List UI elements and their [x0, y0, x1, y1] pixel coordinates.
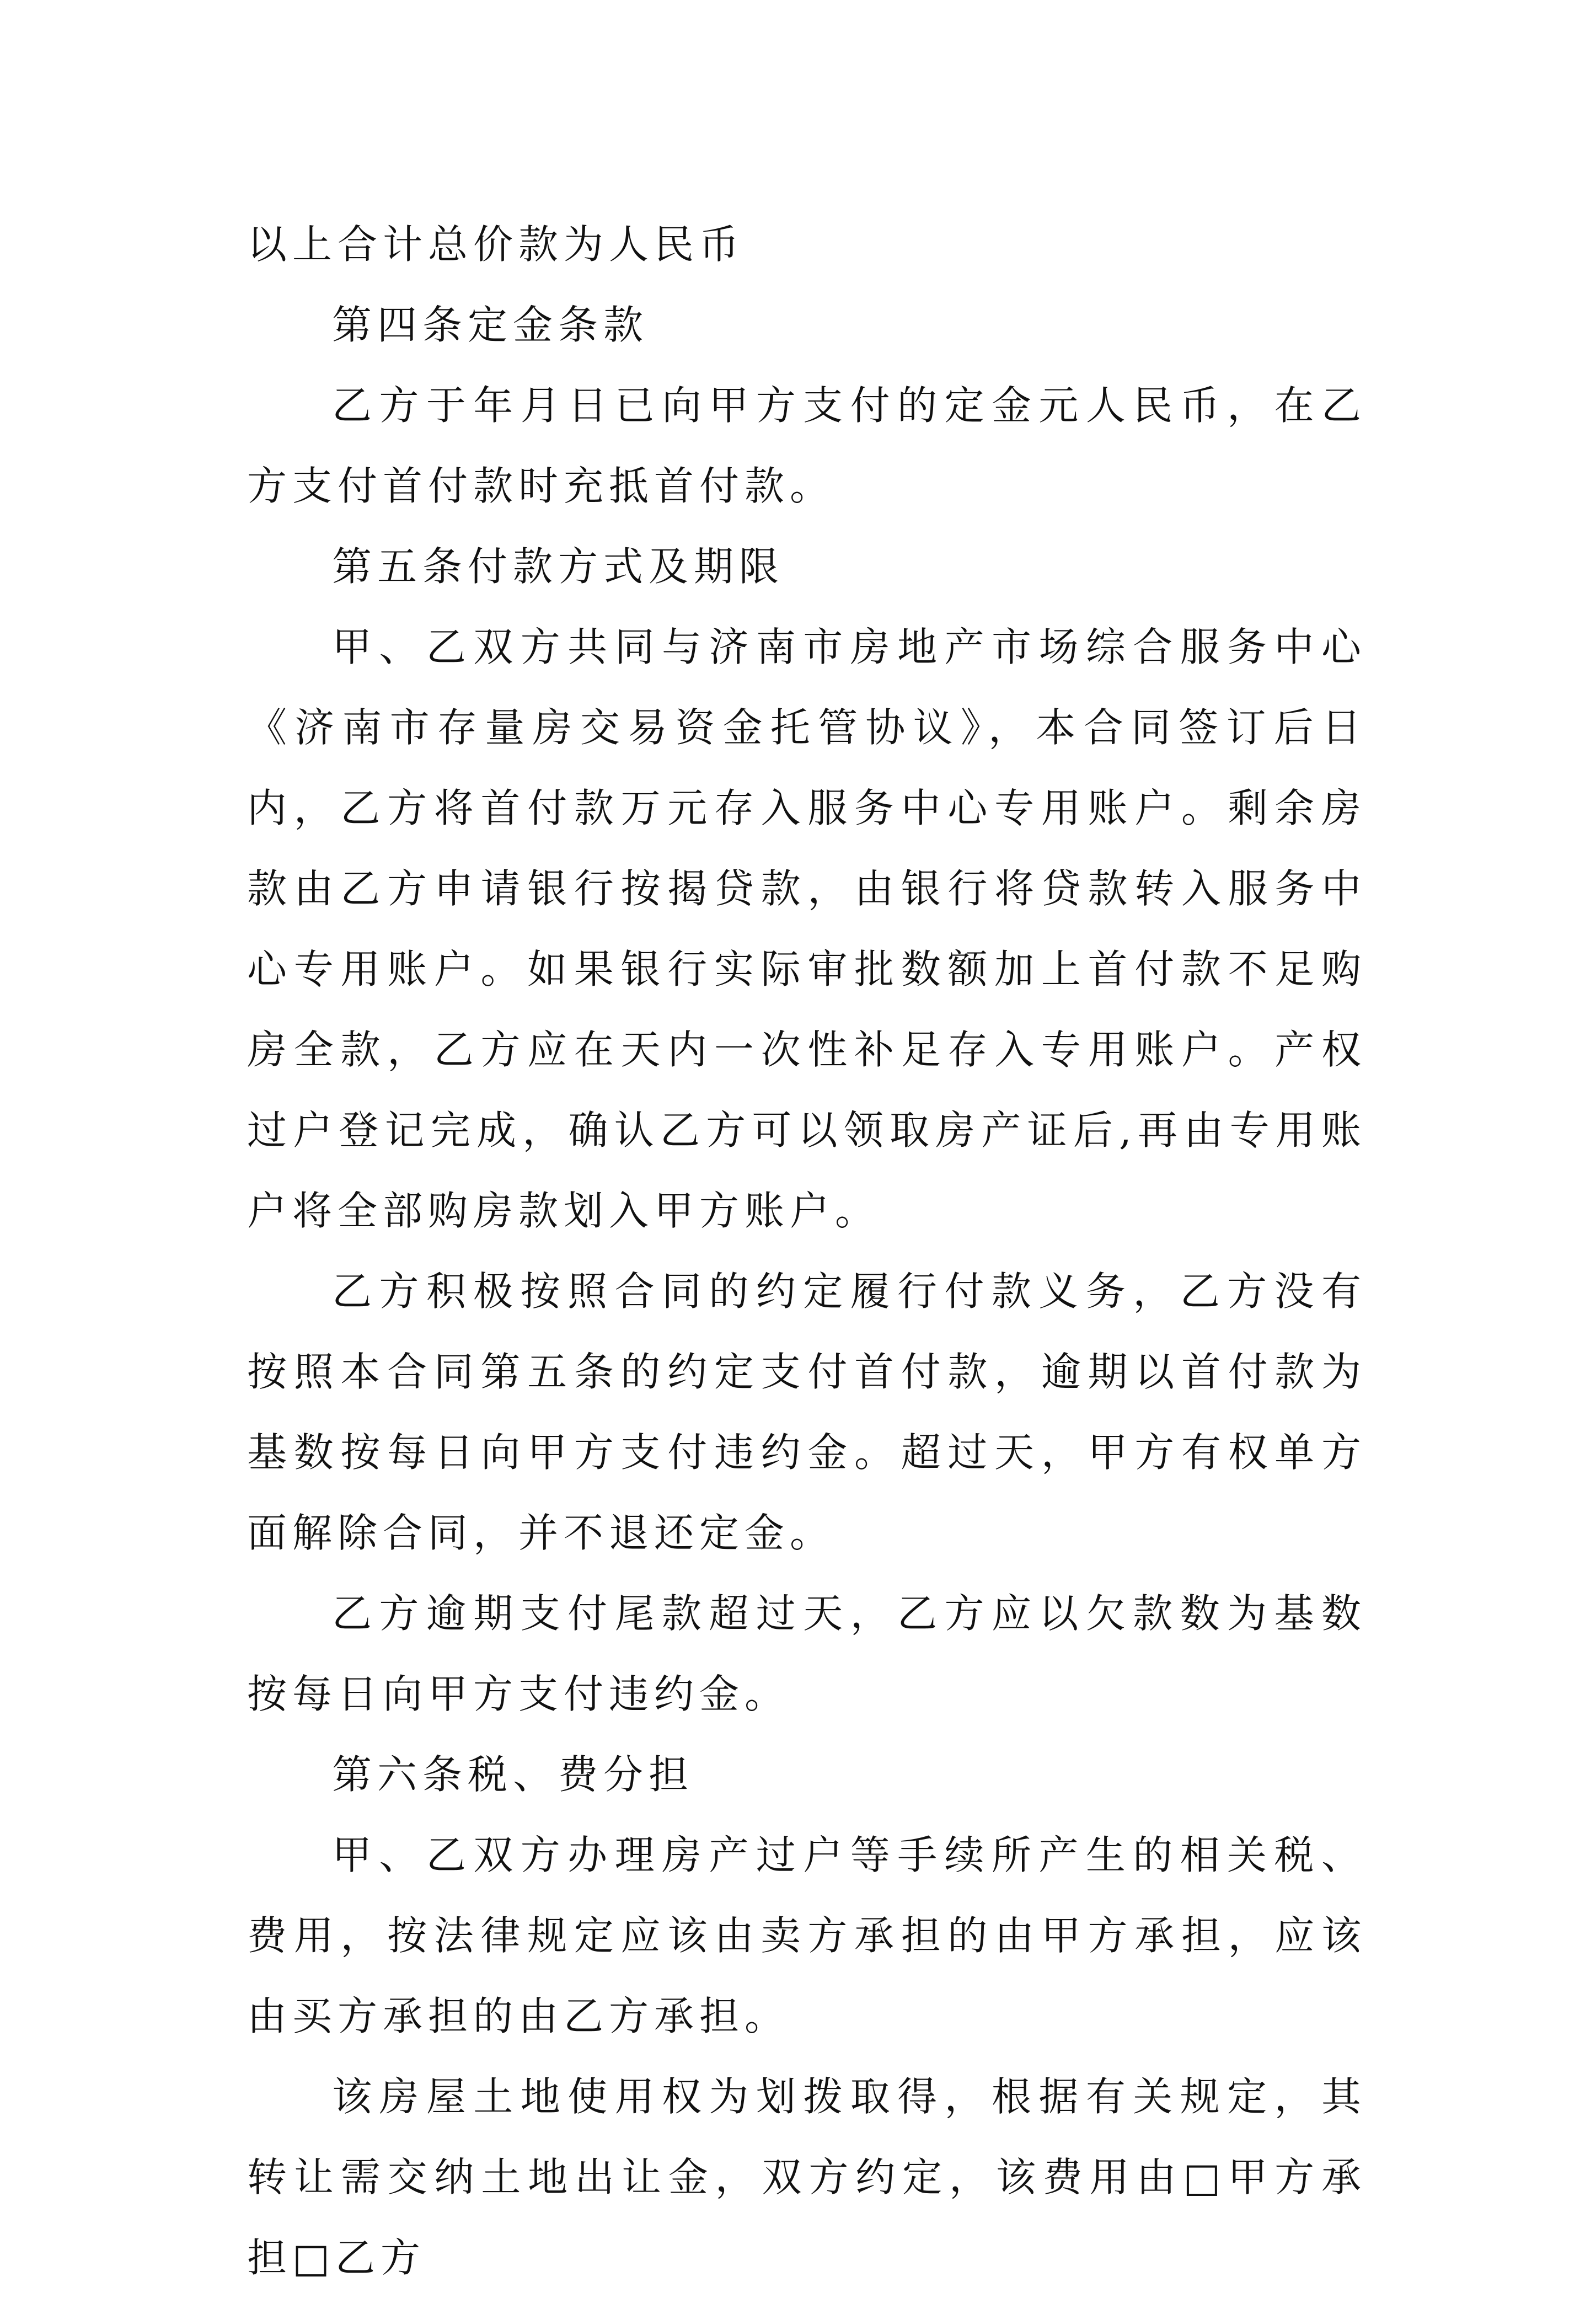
- heading-article-5: 第五条付款方式及期限: [332, 543, 785, 590]
- paragraph-deposit: 乙方于年月日已向甲方支付的定金元人民币，在乙方支付首付款时充抵首付款。: [247, 382, 1367, 509]
- paragraph-total-price: 以上合计总价款为人民币: [247, 221, 745, 268]
- paragraph-payment-obligation: 乙方积极按照合同的约定履行付款义务，乙方没有按照本合同第五条的约定支付首付款，逾期以首付款为基数按每日向甲方支付违约金。超过天，甲方有权单方面解除合同，并不退还定金。: [247, 1268, 1367, 1556]
- paragraph-tax-allocation: 甲、乙双方办理房产过户等手续所产生的相关税、费用，按法律规定应该由卖方承担的由甲方承担，应该由买方承担的由乙方承担。: [247, 1832, 1367, 2039]
- heading-article-6: 第六条税、费分担: [332, 1751, 694, 1798]
- paragraph-land-transfer-fee: 该房屋土地使用权为划拨取得，根据有关规定，其转让需交纳土地出让金，双方约定，该费用由□甲方承担□乙方: [247, 2073, 1367, 2281]
- paragraph-payment-method: 甲、乙双方共同与济南市房地产市场综合服务中心《济南市存量房交易资金托管协议》，本合同签订后日内，乙方将首付款万元存入服务中心专用账户。剩余房款由乙方申请银行按揭贷款，由银行将贷款转入服务中心专用账户。如果银行实际审批数额加上首付款不足购房全款，乙方应在天内一次性补足存入专用账户。产权过户登记完成，确认乙方可以领取房产证后,再由专用账户将全部购房款划入甲方账户。: [247, 624, 1367, 1234]
- document-body: [247, 204, 1367, 2298]
- heading-article-4: 第四条定金条款: [332, 302, 649, 348]
- paragraph-overdue-balance: 乙方逾期支付尾款超过天，乙方应以欠款数为基数按每日向甲方支付违约金。: [247, 1590, 1367, 1717]
